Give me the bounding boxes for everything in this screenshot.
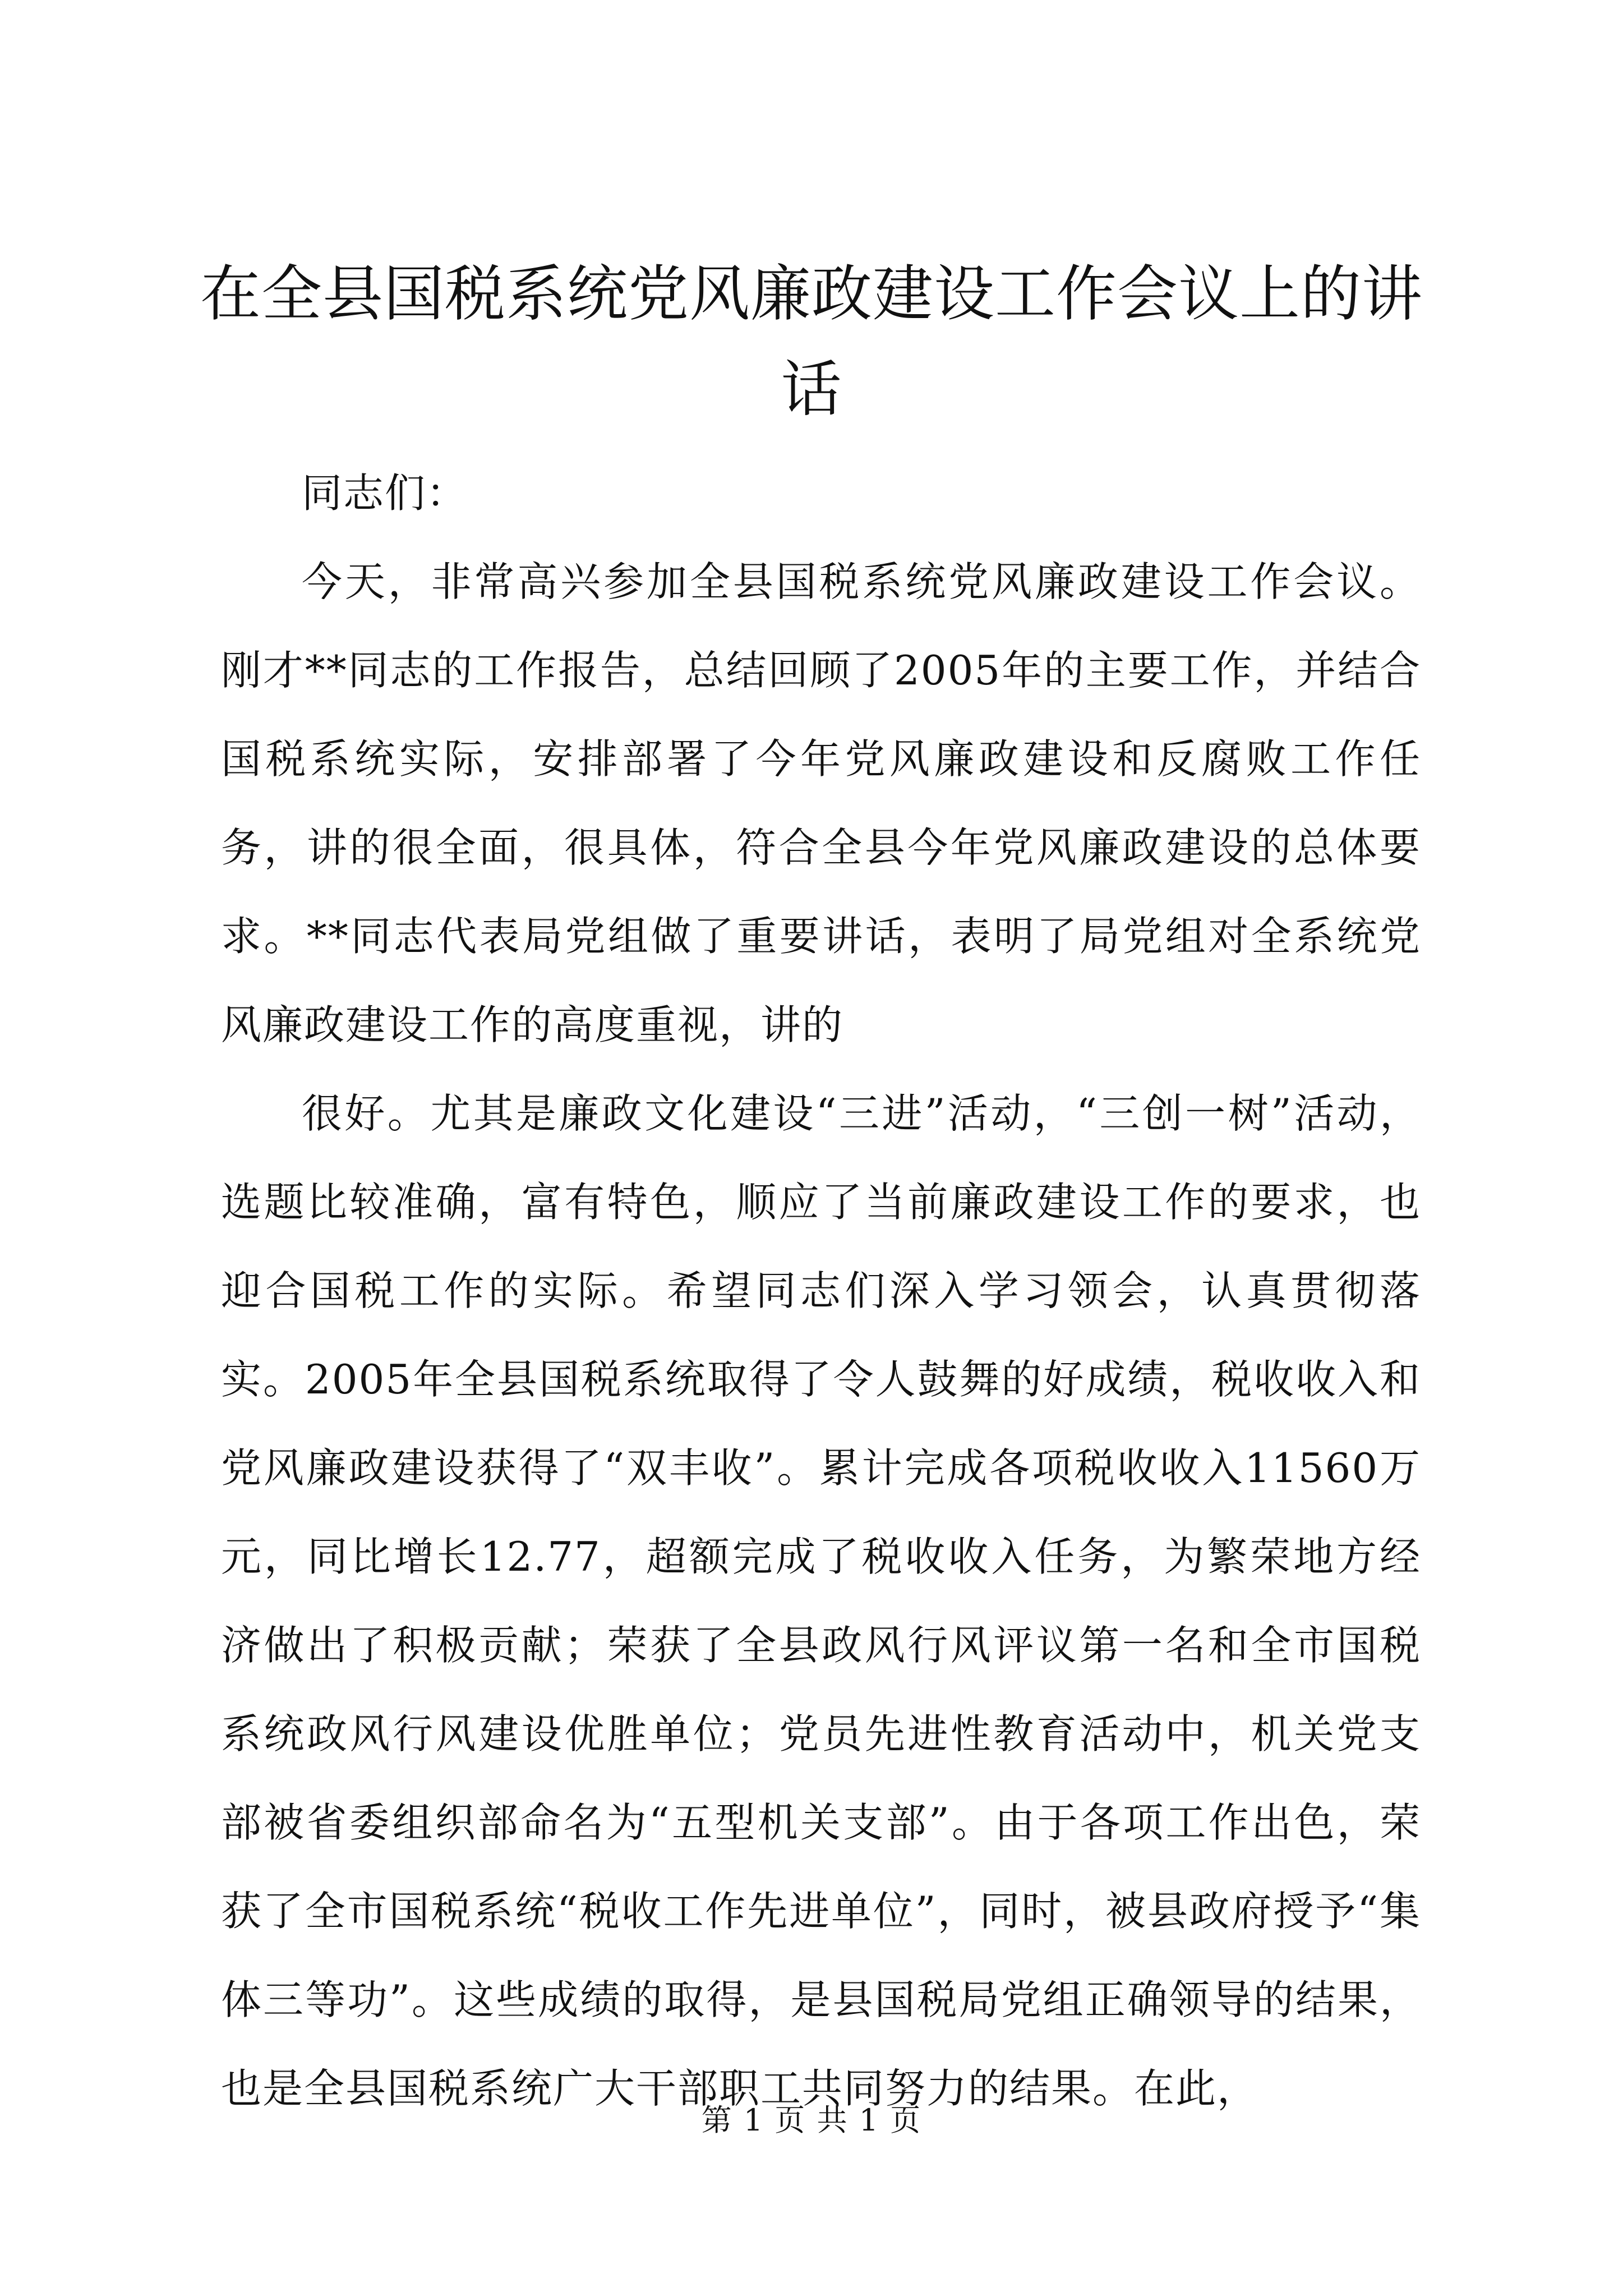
page-footer: 第 1 页 共 1 页 [701,2102,922,2138]
paragraph-2: 很好。尤其是廉政文化建设“三进”活动，“三创一树”活动，选题比较准确，富有特色，顺应了当前廉政建设工作的要求，也迎合国税工作的实际。希望同志们深入学习领会，认真贯彻落实。2005年全县国税系统取得了令人鼓舞的好成绩，税收收入和党风廉政建设获得了“双丰收”。累计完成各项税收收入11560万元，同比增长12.77，超额完成了税收收入任务，为繁荣地方经济做出了积极贡献；荣获了全县政风行风评议第一名和全市国税系统政风行风建设优胜单位；党员先进性教育活动中，机关党支部被省委组织部命名为“五型机关支部”。由于各项工作出色，荣获了全市国税系统“税收工作先进单位”，同时，被县政府授予“集体三等功”。这些成绩的取得，是县国税局党组正确领导的结果，也是全县国税系统广大干部职工共同努力的结果。在此， [221,1090,1421,2112]
paragraph-1: 今天，非常高兴参加全县国税系统党风廉政建设工作会议。刚才**同志的工作报告，总结回顾了2005年的主要工作，并结合国税系统实际，安排部署了今年党风廉政建设和反腐败工作任务，讲的很全面，很具体，符合全县今年党风廉政建设的总体要求。**同志代表局党组做了重要讲话，表明了局党组对全系统党风廉政建设工作的高度重视，讲的 [221,558,1421,1048]
salutation: 同志们： [302,470,468,517]
document-body [221,449,1421,2133]
document-title: 在全县国税系统党风廉政建设工作会议上的讲话 [200,259,1423,425]
